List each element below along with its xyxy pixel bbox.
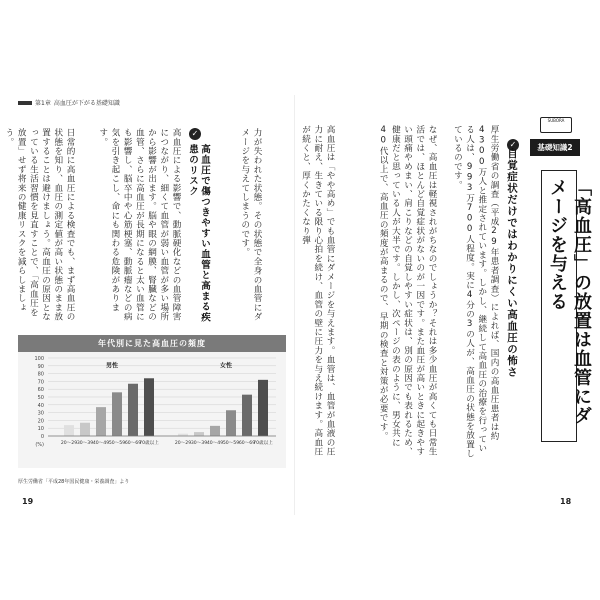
gutter: [294, 95, 295, 515]
y-tick-label: 0: [40, 434, 44, 440]
chart-footnote: 厚生労働省「平成28年国民健康・栄養調査」より: [18, 479, 130, 485]
right-paragraph-2: なぜ、高血圧は軽視されがちなのでしょうか？それは多少血圧が高くても日常生活では、ほとんど自覚症状がないのが一因です。また血圧が高いときに起きやすい頭痛やめまい、肩こりなどの自覚しやすい症状は、別の原因でも表れるため、健康だと思っている人が大半です。しかし、次ページの表のように、男女共に40代以上で、高血圧の頻度が高まるので、早期の検査と対策が必要です。: [378, 125, 437, 457]
section-label: 高血圧が下がる基礎知識: [53, 100, 120, 107]
y-tick-label: 40: [37, 402, 44, 409]
left-heading-block: [186, 128, 210, 323]
right-paragraph-1: 厚生労働省の調査（平成29年患者調査）によれば、国内の高血圧患者は約4300万人と推定されています。しかし、継続して高血圧の治療を行っている人は、993万700人程度。実に4分の3の人が、高血圧の状態を放置しているのです。: [452, 125, 499, 459]
category-label: 60～69: [238, 441, 256, 446]
y-tick-label: 90: [37, 363, 44, 370]
check-icon: ✓: [189, 128, 201, 140]
bar: [112, 392, 122, 436]
header-bar: [18, 101, 32, 105]
y-tick-label: 20: [37, 418, 44, 425]
category-label: 60～69: [124, 441, 142, 446]
category-label: 30～39: [190, 441, 208, 446]
series-label: 男性: [105, 362, 119, 370]
bar: [242, 395, 252, 436]
chart-svg: [18, 352, 286, 468]
frequency-chart: [18, 335, 286, 468]
bar: [194, 432, 204, 436]
y-tick-label: 70: [37, 379, 44, 386]
left-paragraph-2: 高血圧による影響で、動脈硬化などの血管障害につながり、細くて血管が弱い血管が多い場所から影響が出ます。脳や眼の網膜、腎臓などの血管、さらに高血圧が長期になると太い血管にも影響し、脳卒中や心筋梗塞、動脈瘤などの病気を引き起こし、命にも関わる危険があります。: [97, 128, 181, 322]
subora-badge: SUBORA: [540, 117, 572, 133]
bar: [144, 378, 154, 436]
bar: [226, 410, 236, 436]
category-label: 50～59: [222, 441, 240, 446]
running-header: [18, 98, 120, 107]
category-label: 70歳以上: [139, 441, 159, 446]
bar: [258, 380, 268, 436]
category-label: 40～49: [92, 441, 110, 446]
y-tick-label: 10: [37, 426, 44, 433]
bar: [210, 426, 220, 436]
chart-title: 年代別に見た高血圧の頻度: [18, 335, 286, 352]
category-label: 30～39: [76, 441, 94, 446]
check-icon-right: ✓: [507, 139, 519, 151]
category-label: 50～59: [108, 441, 126, 446]
y-tick-label: 60: [37, 387, 44, 394]
category-label: 20～29: [174, 441, 192, 446]
bar: [128, 384, 138, 436]
category-label: 40～49: [206, 441, 224, 446]
page-subtitle: 自覚症状だけではわかりにくい高血圧の怖さ: [506, 148, 518, 378]
page-title: 「高血圧」の放置は血管にダメージを与える: [547, 178, 592, 425]
bar: [96, 407, 106, 436]
chapter-label: 第1章: [35, 100, 51, 107]
right-paragraph-3: 高血圧は「やや高め」でも血管にダメージを与えます。血管は、血管が血液の圧力に耐え、生きている限り心拍を続け、血管の壁に圧力を与え続けます。高血圧が続くと、厚くかたくなり弾: [300, 125, 335, 457]
series-label: 女性: [219, 362, 233, 370]
y-tick-label: 80: [37, 371, 44, 378]
page-number-left: 19: [22, 497, 34, 506]
category-label: 70歳以上: [253, 441, 273, 446]
bar: [64, 425, 74, 436]
left-paragraph-main: 力が失われた状態。その状態で全身の血管にダメージを与えてしまうのです。: [239, 128, 262, 322]
basic-knowledge-tab: 基礎知識2: [530, 139, 580, 156]
y-tick-label: 50: [37, 395, 44, 401]
y-tick-label: 30: [37, 410, 44, 417]
y-tick-label: 100: [34, 356, 44, 362]
bar: [80, 423, 90, 436]
category-label: 20～29: [60, 441, 78, 446]
left-heading: 高血圧で傷つきやすい血管と高まる疾患のリスク: [187, 144, 210, 323]
page-number-right: 18: [560, 497, 572, 506]
left-paragraph-3: 日常的に高血圧による検査でも、まず高血圧の状態を知り、血圧の測定値が高い状態のまま放置することは避けましょう。高血圧の原因となっている生活習慣を見直すことで、「高血圧を放置」せず将来の健康リスクを減らしましょう。: [3, 128, 75, 322]
y-axis-unit: (%): [35, 442, 44, 448]
